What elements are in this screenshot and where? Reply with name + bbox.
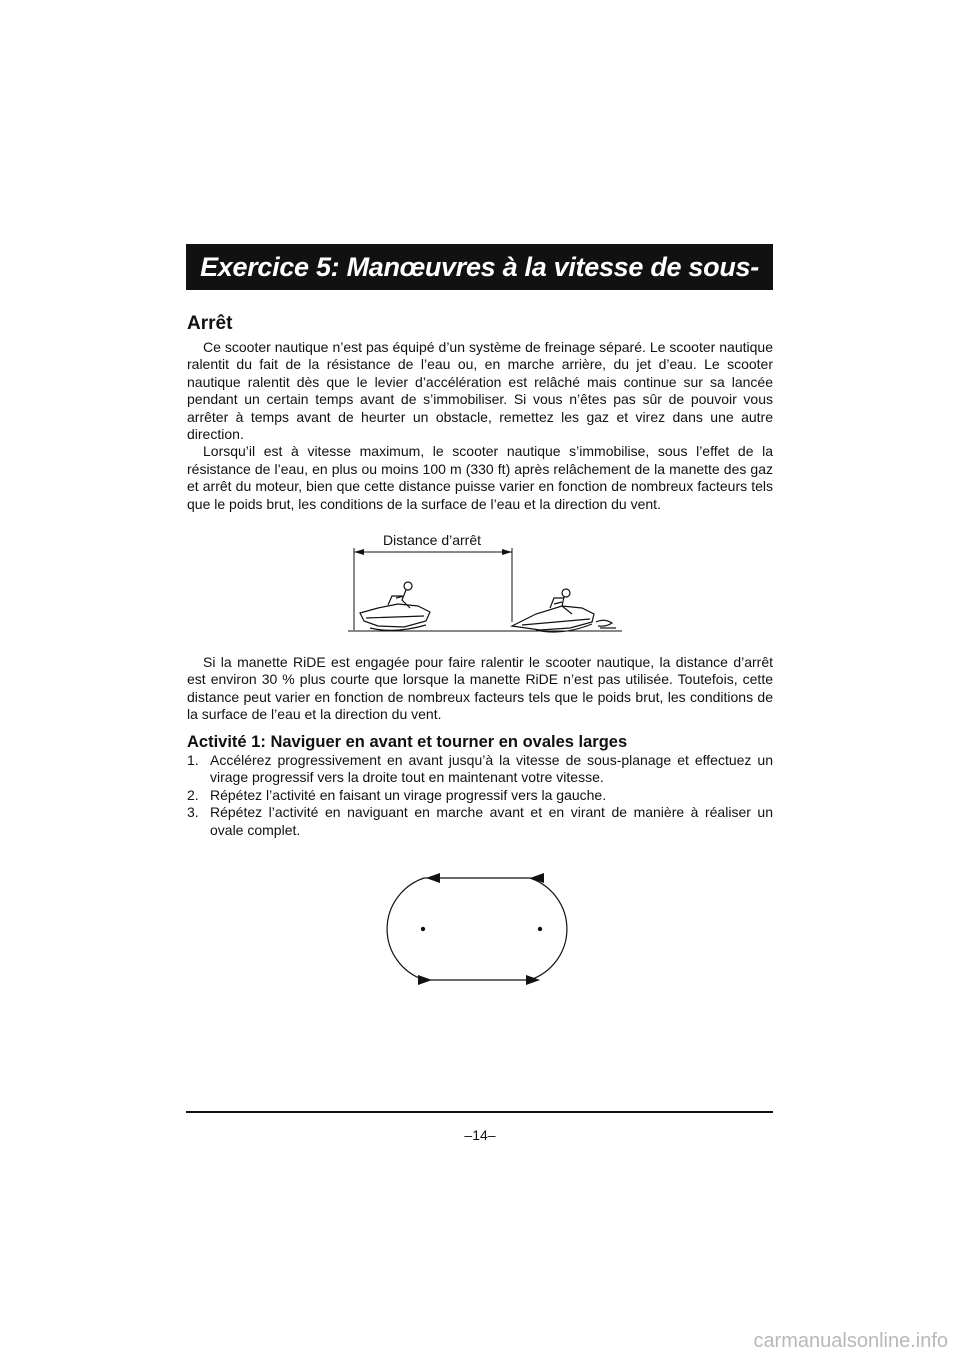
list-item: 1. Accélérez progressivement en avant jusqu’à la vitesse de sous-planage et effectuez un virage progressif vers la droite tout en maintenant votre vitesse.	[187, 752, 773, 786]
page-number: –14–	[464, 1127, 496, 1143]
activity-heading: Activité 1: Naviguer en avant et tourner en ovales larges	[187, 733, 628, 751]
list-item: 2. Répétez l’activité en faisant un virage progressif vers la gauche.	[187, 786, 607, 803]
ride-section	[187, 654, 773, 724]
stop-paragraph-2: Lorsqu’il est à vitesse maximum, le scooter nautique s’immobilise, sous l’effet de la résistance de l’eau, en plus ou moins 100 m (330 ft) après relâchement de la manette des gaz et arrêt du moteur, bien que cette distance puisse varier en fonction de nombreux facteurs tels que le poids brut, les conditions de la surface de l’eau et la direction du vent.	[187, 443, 773, 512]
stop-section	[187, 313, 773, 513]
list-item: 3. Répétez l’activité en naviguant en marche avant et en virant de manière à réaliser un ovale complet.	[187, 804, 773, 838]
arrow-top-left	[426, 873, 440, 883]
stopping-distance-figure	[340, 526, 630, 638]
arrow-bottom-left	[418, 975, 432, 985]
watermark: carmanualsonline.info	[753, 1330, 948, 1352]
activity-steps	[187, 752, 773, 839]
ride-paragraph: Si la manette RiDE est engagée pour faire ralentir le scooter nautique, la distance d’arrêt est environ 30 % plus courte que lorsque la manette RiDE n’est pas utilisée. Toutefois, cette distance peut varier en fonction de nombreux facteurs tels que le poids brut, les conditions de la surface de l’eau et la direction du vent.	[187, 654, 773, 723]
chapter-banner: Exercice 5: Manœuvres à la vitesse de sous-planage	[186, 244, 773, 290]
footer-rule	[186, 1111, 773, 1113]
pivot-point-right	[538, 927, 542, 931]
section-heading-stop: Arrêt	[187, 313, 233, 334]
jet-ski-stopped-icon	[360, 582, 430, 630]
oval-course-diagram	[366, 870, 596, 986]
jet-ski-moving-icon	[512, 589, 616, 632]
stop-paragraph-1: Ce scooter nautique n’est pas équipé d’un système de freinage séparé. Le scooter nautique ralentit du fait de la résistance de l’eau ou, en marche arrière, du jet d’eau. Le scooter nautique ralentit dès que le levier d’accélération est relâché mais continue sur sa lancée pendant un certain temps avant de s’immobiliser. Si vous n’êtes pas sûr de pouvoir vous arrêter à temps avant de heurter un obstacle, remettez les gaz et virez dans une autre direction.	[187, 339, 773, 443]
stopping-distance-label: Distance d’arrêt	[382, 532, 482, 548]
activity-section	[187, 732, 773, 839]
distance-arrow	[354, 549, 512, 555]
pivot-point-left	[421, 927, 425, 931]
